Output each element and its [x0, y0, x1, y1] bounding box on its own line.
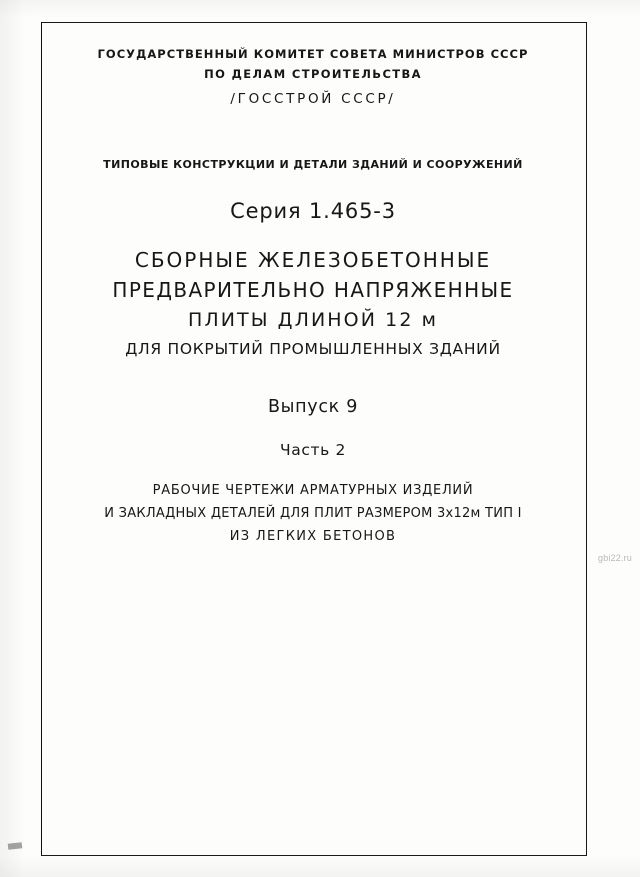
- scan-edge-shadow-bottom: [0, 855, 640, 877]
- authority-line-2: ПО ДЕЛАМ СТРОИТЕЛЬСТВА: [204, 67, 422, 81]
- document-subtitle: [41, 158, 585, 171]
- part-text: Часть 2: [280, 441, 346, 459]
- document-title: [41, 245, 585, 363]
- authority-line-1: ГОСУДАРСТВЕННЫЙ КОМИТЕТ СОВЕТА МИНИСТРОВ СССР: [97, 47, 529, 61]
- issue-number: [41, 397, 585, 417]
- document-description: [41, 479, 585, 548]
- title-line-1: СБОРНЫЕ ЖЕЛЕЗОБЕТОННЫЕ: [134, 248, 492, 272]
- watermark: gbi22.ru: [598, 553, 632, 563]
- title-line-4: ДЛЯ ПОКРЫТИЙ ПРОМЫШЛЕННЫХ ЗДАНИЙ: [125, 340, 501, 358]
- series-number: [41, 199, 585, 223]
- scan-edge-shadow-top: [0, 0, 640, 18]
- series-text: Серия 1.465-3: [230, 199, 396, 223]
- subtitle-text: ТИПОВЫЕ КОНСТРУКЦИИ И ДЕТАЛИ ЗДАНИЙ И СООРУЖЕНИЙ: [103, 158, 523, 171]
- description-line-1: РАБОЧИЕ ЧЕРТЕЖИ АРМАТУРНЫХ ИЗДЕЛИЙ: [152, 483, 474, 498]
- title-page-content: [41, 22, 585, 854]
- scan-edge-shadow-left: [0, 0, 26, 877]
- description-line-2: И ЗАКЛАДНЫХ ДЕТАЛЕЙ ДЛЯ ПЛИТ РАЗМЕРОМ 3х12м ТИП I: [104, 506, 522, 521]
- issuing-authority-block: [41, 44, 585, 112]
- scan-artifact-mark: [8, 842, 23, 849]
- description-line-3: ИЗ ЛЕГКИХ БЕТОНОВ: [229, 529, 397, 544]
- part-number: [41, 441, 585, 459]
- title-line-3: ПЛИТЫ ДЛИНОЙ 12 м: [187, 309, 439, 331]
- authority-line-3: /ГОССТРОЙ СССР/: [230, 91, 396, 107]
- title-line-2: ПРЕДВАРИТЕЛЬНО НАПРЯЖЕННЫЕ: [112, 278, 514, 302]
- issue-text: Выпуск 9: [267, 397, 359, 417]
